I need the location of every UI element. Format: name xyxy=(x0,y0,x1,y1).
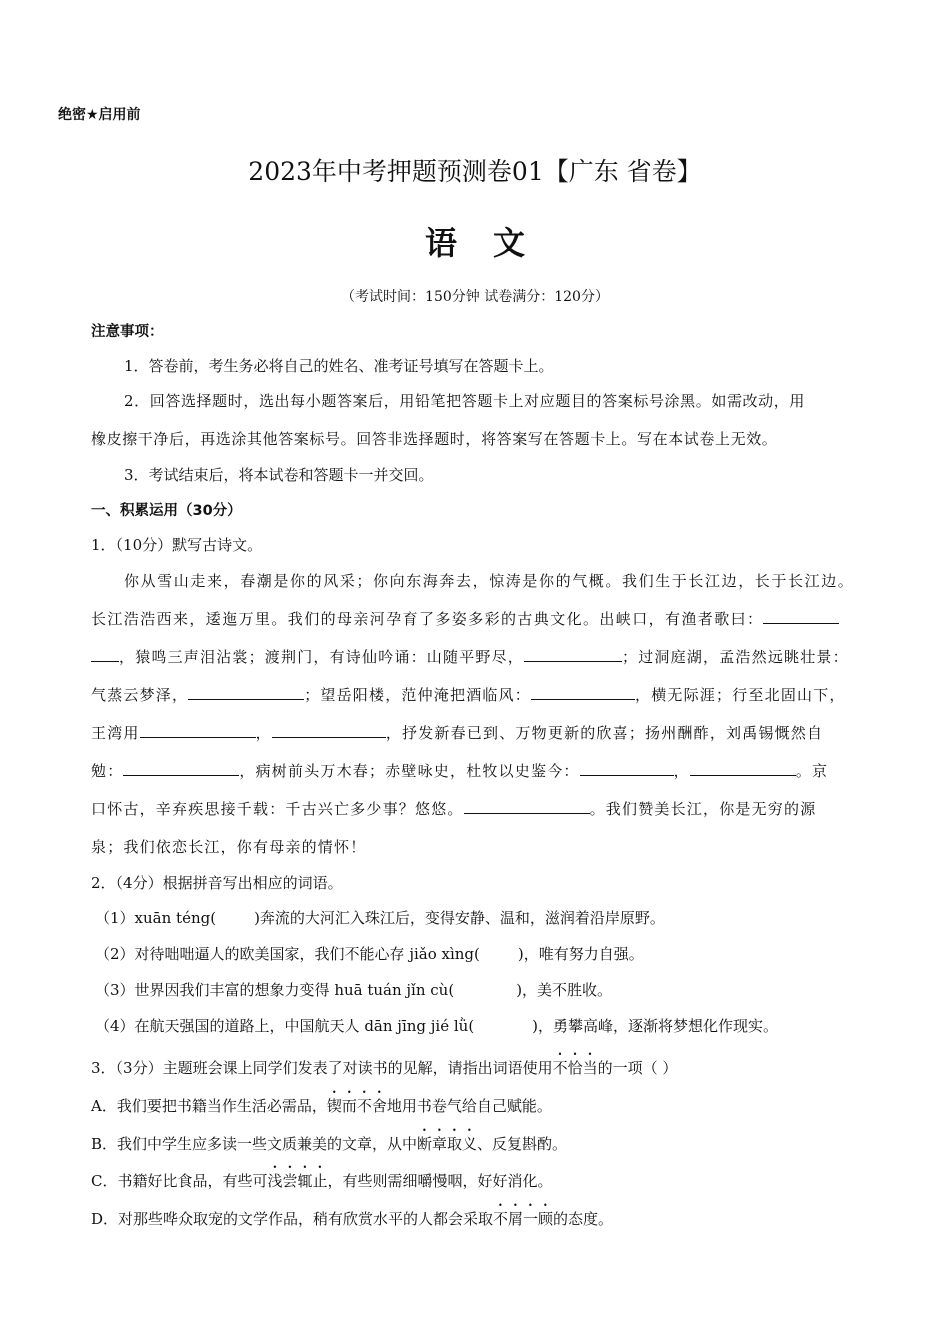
q3-option-b-idiom: 断章取义 xyxy=(417,1135,478,1153)
q2-sub-3-text-b: )，美不胜收。 xyxy=(516,981,613,999)
notes-heading: 注意事项： xyxy=(91,324,164,340)
q1-line-4 xyxy=(91,684,846,705)
q2-sub-2-text-b: )，唯有努力自强。 xyxy=(517,945,644,963)
q1-line-4-text-a: 气蒸云梦泽， xyxy=(91,686,189,704)
blank-6[interactable] xyxy=(272,723,386,738)
blank-10[interactable] xyxy=(464,799,590,814)
blank-3[interactable] xyxy=(188,685,304,700)
q3-stem-text-a: 3．（3分）主题班会课上同学们发表了对读书的见解，请指出词语使用 xyxy=(91,1059,553,1077)
q3-option-b[interactable] xyxy=(91,1126,567,1154)
q2-sub-1-text-b: )奔流的大河汇入珠江后，变得安静、温和，滋润着沿岸原野。 xyxy=(254,909,665,927)
q2-sub-4-text-b: )，勇攀高峰，逐渐将梦想化作现实。 xyxy=(532,1017,779,1035)
q1-line-6-text-b: ，病树前头万木春；赤壁咏史，杜牧以史鉴今： xyxy=(239,762,580,780)
q1-line-6 xyxy=(91,760,828,781)
q1-line-6-text-c: ， xyxy=(673,762,690,780)
q1-line-7-text-b: 。我们赞美长江，你是无穷的源 xyxy=(589,800,817,818)
q2-sub-2 xyxy=(95,943,644,964)
subject-title: 语文 xyxy=(424,224,561,262)
q1-line-2-text: 长江浩浩西来，逶迤万里。我们的母亲河孕育了多姿多彩的古典文化。出峡口，有渔者歌曰： xyxy=(91,610,764,628)
q2-sub-4-text-a: （4）在航天强国的道路上，中国航天人 dān jīng jié lǜ( xyxy=(95,1017,475,1035)
note-item-3: 3．考试结束后，将本试卷和答题卡一并交回。 xyxy=(124,466,434,484)
blank-4[interactable] xyxy=(531,685,635,700)
q3-stem-emphasis: 不恰当 xyxy=(552,1059,598,1077)
q3-option-d-idiom: 不屑一顾 xyxy=(493,1210,554,1228)
q2-sub-1 xyxy=(95,907,665,928)
q1-line-4-text-b: ；望岳阳楼，范仲淹把酒临风： xyxy=(304,686,532,704)
section-1-heading: 一、积累运用（30分） xyxy=(91,503,242,519)
q1-line-6-text-d: 。京 xyxy=(795,762,829,780)
q1-line-3 xyxy=(91,646,849,667)
blank-8[interactable] xyxy=(580,761,674,776)
q1-line-5 xyxy=(91,722,823,743)
q1-line-5-text-a: 王湾用 xyxy=(91,724,140,742)
q3-stem xyxy=(91,1050,677,1078)
q3-option-a-text-a: A．我们要把书籍当作生活必需品， xyxy=(91,1097,327,1115)
secret-mark: 绝密★启用前 xyxy=(58,107,141,123)
q1-line-8: 泉；我们依恋长江，你有母亲的情怀！ xyxy=(91,838,367,856)
time-info: （考试时间：150分钟 试卷满分：120分） xyxy=(341,289,609,305)
q3-option-d-text-b: 的态度。 xyxy=(553,1210,614,1228)
blank-2[interactable] xyxy=(524,647,622,662)
q3-option-c-text-b: ，有些则需细嚼慢咽，好好消化。 xyxy=(327,1172,553,1190)
q1-line-3-text-a: ，猿鸣三声泪沾裳；渡荆门，有诗仙吟诵：山随平野尽， xyxy=(119,648,525,666)
q1-line-2 xyxy=(91,608,839,629)
q3-option-c-text-a: C．书籍好比食品，有些可 xyxy=(91,1172,268,1190)
blank-1-part-2[interactable] xyxy=(91,647,119,662)
blank-7[interactable] xyxy=(123,761,239,776)
q1-line-4-text-c: ，横无际涯；行至北固山下， xyxy=(635,686,846,704)
exam-title: 2023年中考押题预测卷01【广东 省卷】 xyxy=(248,157,702,186)
q3-option-a[interactable] xyxy=(91,1088,552,1116)
q1-line-1: 你从雪山走来，春潮是你的风采；你向东海奔去，惊涛是你的气概。我们生于长江边，长于长江边。 xyxy=(124,572,855,590)
q1-line-3-text-b: ；过洞庭湖，孟浩然远眺壮景： xyxy=(622,648,849,666)
q1-line-5-text-b: ， xyxy=(255,724,272,742)
q1-stem: 1．（10分）默写古诗文。 xyxy=(91,536,263,554)
note-item-1: 1．答卷前，考生务必将自己的姓名、准考证号填写在答题卡上。 xyxy=(124,357,554,375)
q1-line-6-text-a: 勉： xyxy=(91,762,124,780)
note-item-2-line-1: 2．回答选择题时，选出每小题答案后，用铅笔把答题卡上对应题目的答案标号涂黑。如需改动，用 xyxy=(124,392,805,410)
q2-sub-2-text-a: （2）对待咄咄逼人的欧美国家，我们不能心存 jiǎo xìng( xyxy=(95,945,480,963)
q2-sub-4 xyxy=(95,1015,778,1036)
q2-stem: 2．（4分）根据拼音写出相应的词语。 xyxy=(91,874,343,892)
q3-option-b-text-b: 、反复斟酌。 xyxy=(477,1135,568,1153)
blank-1-part-1[interactable] xyxy=(763,609,839,624)
q3-stem-text-b: 的一项（ ） xyxy=(597,1059,678,1077)
blank-5[interactable] xyxy=(140,723,256,738)
q2-sub-3-text-a: （3）世界因我们丰富的想象力变得 huā tuán jǐn cù( xyxy=(95,981,455,999)
q3-option-d[interactable] xyxy=(91,1201,613,1229)
note-item-2-line-2: 橡皮擦干净后，再选涂其他答案标号。回答非选择题时，将答案写在答题卡上。写在本试卷上无效。 xyxy=(91,430,778,448)
q2-sub-3 xyxy=(95,979,612,1000)
q3-option-d-text-a: D．对那些哗众取宠的文学作品，稍有欣赏水平的人都会采取 xyxy=(91,1210,494,1228)
blank-9[interactable] xyxy=(690,761,796,776)
q2-sub-1-text-a: （1）xuān téng( xyxy=(95,909,217,927)
q3-option-a-text-b: 地用书卷气给自己赋能。 xyxy=(386,1097,552,1115)
q3-option-c[interactable] xyxy=(91,1163,553,1191)
q1-line-7-text-a: 口怀古，辛弃疾思接千载：千古兴亡多少事？悠悠。 xyxy=(91,800,464,818)
q3-option-b-text-a: B．我们中学生应多读一些文质兼美的文章，从中 xyxy=(91,1135,418,1153)
q1-line-5-text-c: ，抒发新春已到、万物更新的欣喜；扬州酬酢，刘禹锡慨然自 xyxy=(385,724,824,742)
q3-option-a-idiom: 锲而不舍 xyxy=(326,1097,387,1115)
q1-line-7 xyxy=(91,798,816,819)
q3-option-c-idiom: 浅尝辄止 xyxy=(267,1172,328,1190)
